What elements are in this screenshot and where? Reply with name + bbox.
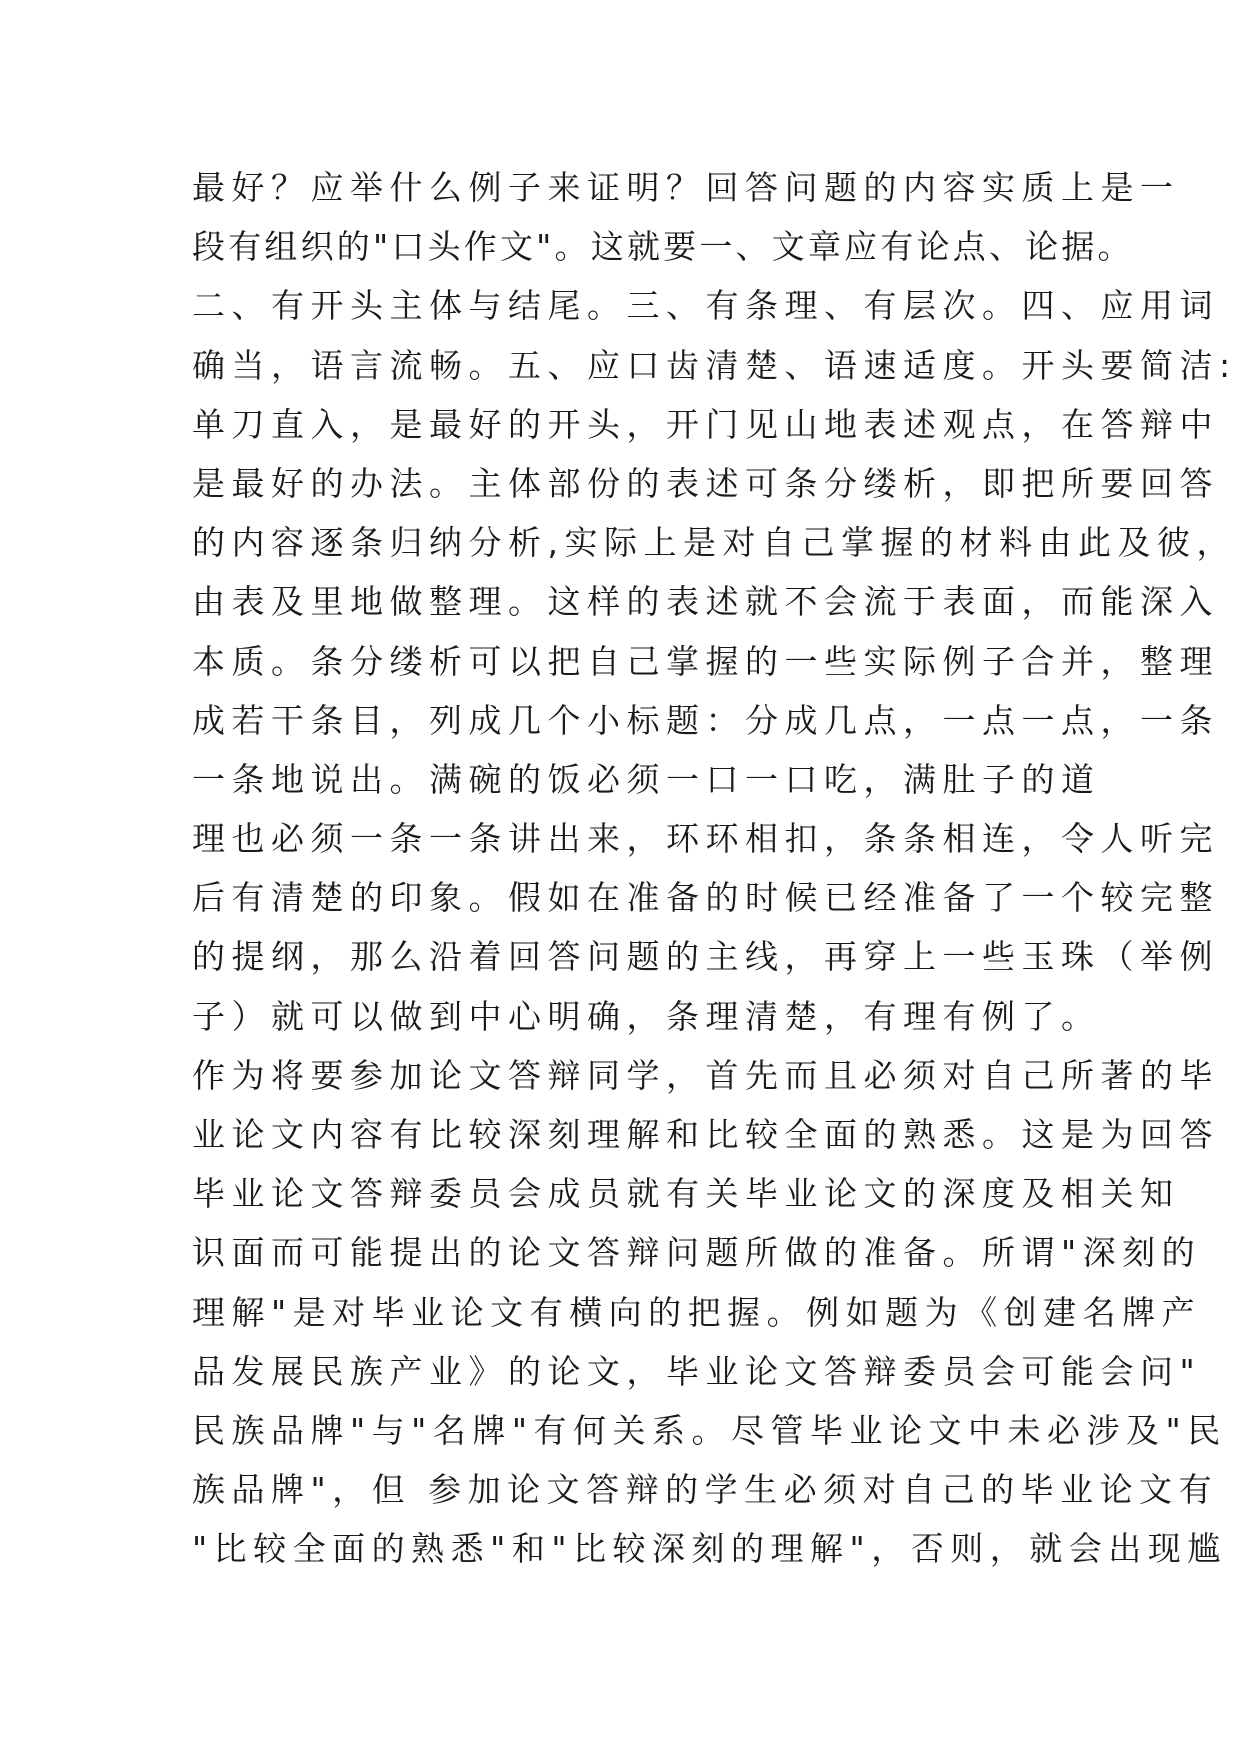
text-line: 的内容逐条归纳分析,实际上是对自己掌握的材料由此及彼， xyxy=(192,523,1236,563)
text-line: 二、有开头主体与结尾。三、有条理、有层次。四、应用词 xyxy=(192,286,1219,326)
text-line: 理也必须一条一条讲出来，环环相扣，条条相连，令人听完 xyxy=(192,819,1219,859)
text-line: 子）就可以做到中心明确，条理清楚，有理有例了。 xyxy=(192,996,1101,1036)
text-line: 品发展民族产业》的论文，毕业论文答辩委员会可能会问" xyxy=(192,1351,1202,1391)
text-line: 段有组织的"口头作文"。这就要一、文章应有论点、论据。 xyxy=(192,227,1134,267)
text-line: 族品牌"，但 参加论文答辩的学生必须对自己的毕业论文有 xyxy=(192,1470,1219,1510)
text-line: 确当，语言流畅。五、应口齿清楚、语速适度。开头要简洁: xyxy=(192,345,1237,385)
text-line: 成若干条目，列成几个小标题：分成几点，一点一点，一条 xyxy=(192,700,1219,740)
text-line: 识面而可能提出的论文答辩问题所做的准备。所谓"深刻的 xyxy=(192,1233,1202,1273)
text-line: 作为将要参加论文答辩同学，首先而且必须对自己所著的毕 xyxy=(192,1055,1219,1095)
text-line: 本质。条分缕析可以把自己掌握的一些实际例子合并，整理 xyxy=(192,641,1219,681)
text-line: 一条地说出。满碗的饭必须一口一口吃，满肚子的道 xyxy=(192,759,1101,799)
text-line: 的提纲，那么沿着回答问题的主线，再穿上一些玉珠（举例 xyxy=(192,937,1219,977)
text-line: "比较全面的熟悉"和"比较深刻的理解"，否则，就会出现尴 xyxy=(192,1529,1227,1569)
text-line: 最好？应举什么例子来证明？回答问题的内容实质上是一 xyxy=(192,168,1180,207)
text-line: 毕业论文答辩委员会成员就有关毕业论文的深度及相关知 xyxy=(192,1174,1180,1214)
text-line: 业论文内容有比较深刻理解和比较全面的熟悉。这是为回答 xyxy=(192,1115,1219,1154)
text-line: 民族品牌"与"名牌"有何关系。尽管毕业论文中未必涉及"民 xyxy=(192,1410,1227,1450)
text-line: 理解"是对毕业论文有横向的把握。例如题为《创建名牌产 xyxy=(192,1292,1202,1332)
body-text xyxy=(192,158,1237,1579)
text-line: 后有清楚的印象。假如在准备的时候已经准备了一个较完整 xyxy=(192,878,1219,918)
text-line: 单刀直入，是最好的开头，开门见山地表述观点，在答辩中 xyxy=(192,404,1219,444)
text-line: 是最好的办法。主体部份的表述可条分缕析，即把所要回答 xyxy=(192,463,1219,503)
text-line: 由表及里地做整理。这样的表述就不会流于表面，而能深入 xyxy=(192,582,1219,622)
